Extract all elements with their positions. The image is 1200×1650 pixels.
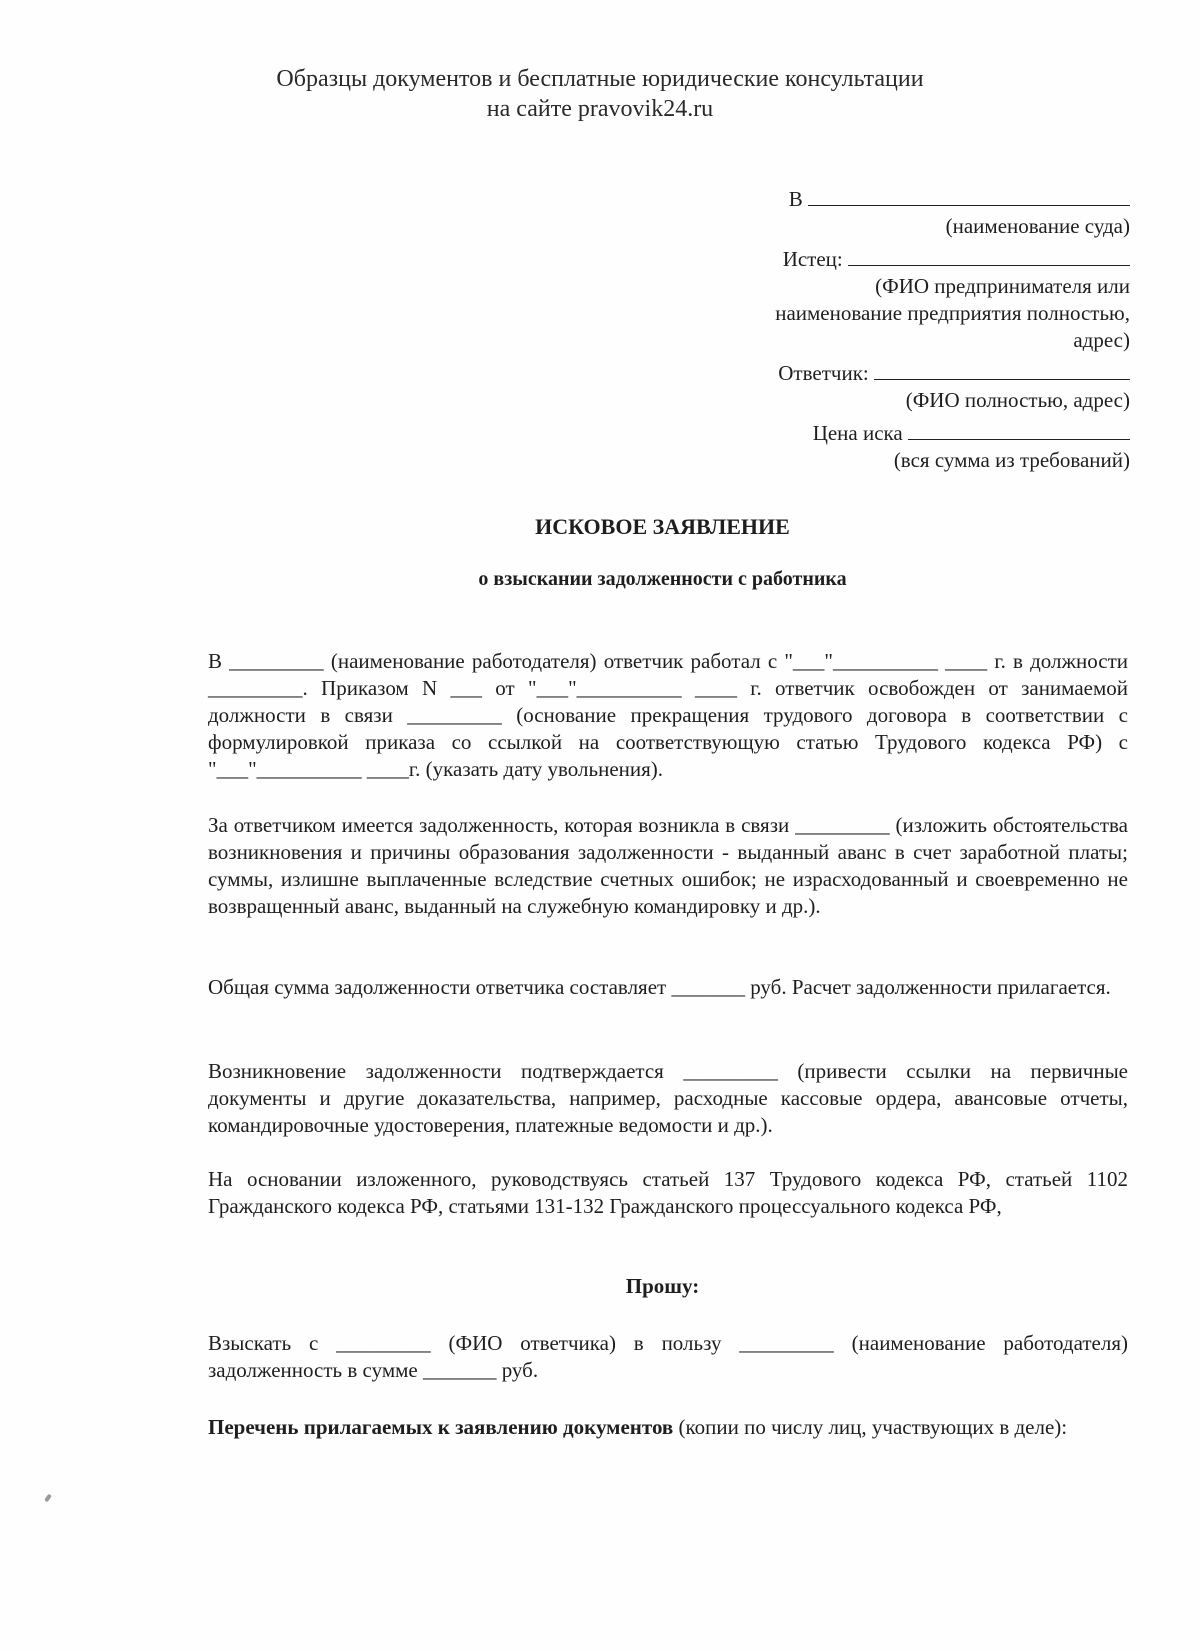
defendant-label: Ответчик: bbox=[778, 361, 869, 385]
site-header bbox=[0, 64, 1200, 124]
attachments-note: (копии по числу лиц, участвующих в деле): bbox=[673, 1415, 1068, 1439]
addressee-block bbox=[700, 186, 1130, 474]
plaintiff-note-2: наименование предприятия полностью, bbox=[775, 301, 1130, 325]
claim-price-line bbox=[700, 420, 1130, 447]
court-prefix: В bbox=[788, 187, 803, 211]
paragraph-debt-origin: За ответчиком имеется задолженность, которая возникла в связи _________ (изложить обстоятельства возникновения и причины образования задолженности - выданный аванс в счет заработной платы; суммы, излишне выплаченные вследствие счетных ошибок; не израсходованный и своевременно не возвращенный аванс, выданный на служебную командировку и др.). bbox=[208, 813, 1128, 918]
site-header-line-2: на сайте pravovik24.ru bbox=[486, 96, 714, 122]
paragraph-request: Взыскать с _________ (ФИО ответчика) в пользу _________ (наименование работодателя) задолженность в сумме _______ руб. bbox=[208, 1331, 1128, 1382]
defendant-note: (ФИО полностью, адрес) bbox=[905, 388, 1130, 412]
request-heading: Прошу: bbox=[625, 1274, 700, 1298]
attachments-paragraph bbox=[208, 1414, 1128, 1441]
court-note: (наименование суда) bbox=[945, 214, 1130, 238]
claim-price-blank bbox=[908, 421, 1130, 440]
attachments-heading: Перечень прилагаемых к заявлению документов bbox=[208, 1415, 674, 1439]
document-subtitle: о взыскании задолженности с работника bbox=[478, 568, 847, 590]
plaintiff-note-3: адрес) bbox=[1073, 328, 1130, 352]
defendant-line bbox=[700, 360, 1130, 387]
plaintiff-blank bbox=[848, 247, 1130, 266]
court-blank bbox=[808, 187, 1130, 206]
plaintiff-label: Истец: bbox=[782, 247, 843, 271]
court-line bbox=[700, 186, 1130, 213]
claim-price-label: Цена иска bbox=[812, 421, 903, 445]
paragraph-employment: В _________ (наименование работодателя) ответчик работал с "___"__________ ____ г. в должности _________. Приказом N ___ от "___"__________ ____ г. ответчик освобожден от занимаемой должности в связи _________ (основание прекращения трудового договора в соответствии с формулировкой приказа со ссылкой на соответствующую статью Трудового кодекса РФ) с "___"__________ ____г. (указать дату увольнения). bbox=[208, 649, 1128, 781]
document-title: ИСКОВОЕ ЗАЯВЛЕНИЕ bbox=[535, 514, 790, 539]
plaintiff-note-1: (ФИО предпринимателя или bbox=[875, 274, 1130, 298]
defendant-blank bbox=[874, 361, 1130, 380]
paragraph-legal-basis: На основании изложенного, руководствуясь статьей 137 Трудового кодекса РФ, статьей 1102 Гражданского кодекса РФ, статьями 131-132 Гражданского процессуального кодекса РФ, bbox=[208, 1167, 1128, 1218]
site-header-line-1: Образцы документов и бесплатные юридические консультации bbox=[276, 66, 924, 92]
paragraph-debt-evidence: Возникновение задолженности подтверждается _________ (привести ссылки на первичные документы и другие доказательства, например, расходные кассовые ордера, авансовые отчеты, командировочные удостоверения, платежные ведомости и др.). bbox=[208, 1059, 1128, 1137]
scan-speck bbox=[44, 1494, 52, 1503]
plaintiff-line bbox=[700, 246, 1130, 273]
paragraph-debt-total: Общая сумма задолженности ответчика составляет _______ руб. Расчет задолженности прилагается. bbox=[208, 975, 1111, 999]
claim-price-note: (вся сумма из требований) bbox=[893, 448, 1130, 472]
